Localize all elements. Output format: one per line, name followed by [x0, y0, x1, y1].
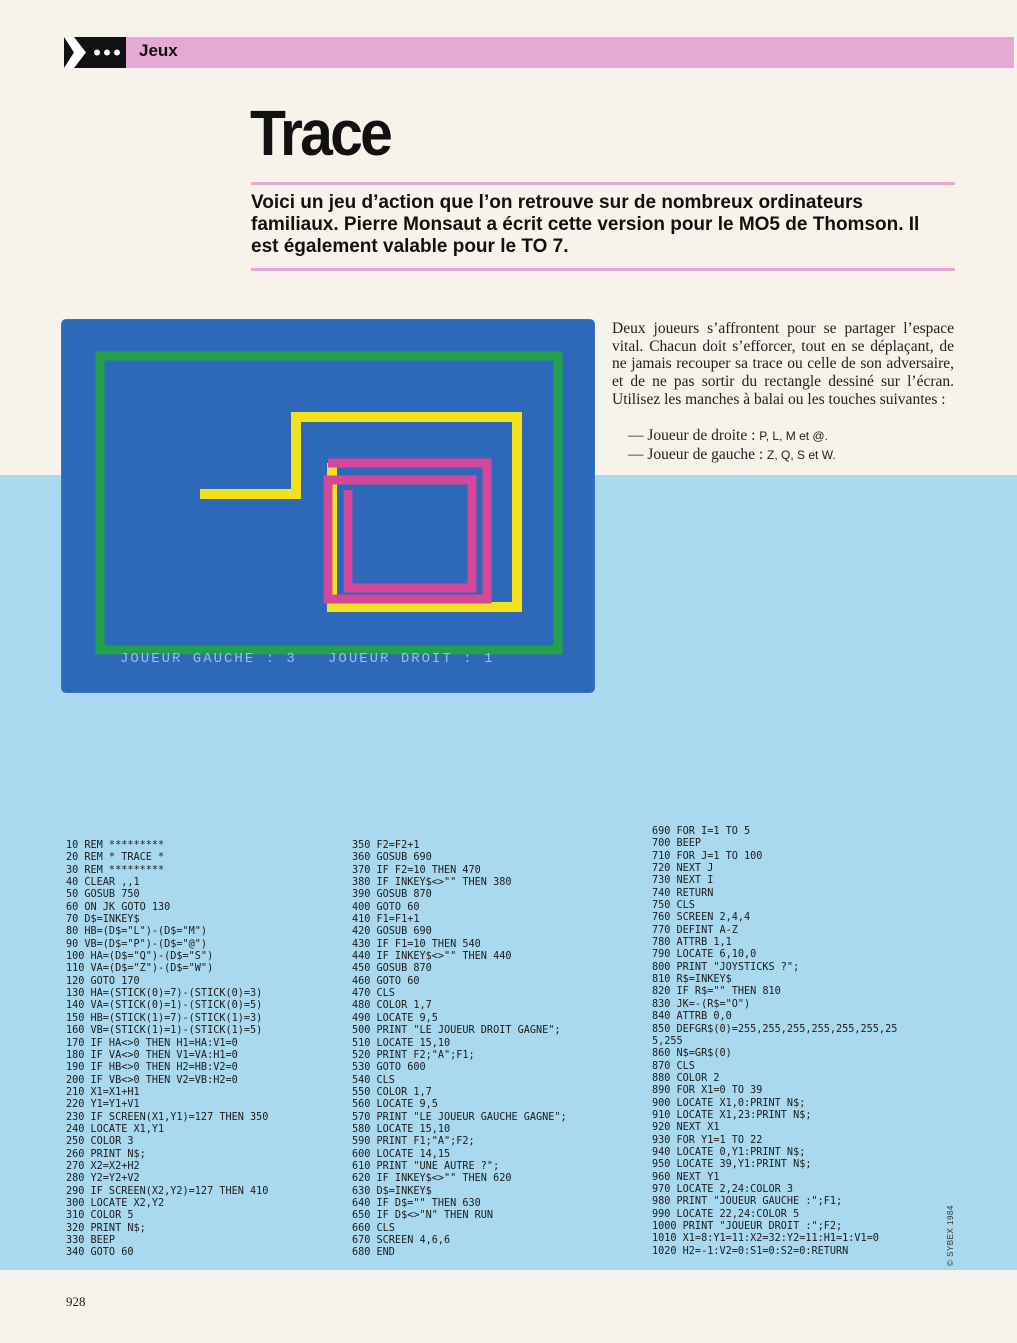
- code-line: 260 PRINT N$;: [66, 1148, 146, 1160]
- code-line: 580 LOCATE 15,10: [352, 1123, 451, 1135]
- code-line: 610 PRINT "UNE AUTRE ?";: [352, 1160, 500, 1172]
- code-line: 150 HB=(STICK(1)=7)-(STICK(1)=3): [66, 1012, 263, 1024]
- code-line: 30 REM *********: [66, 864, 165, 876]
- code-line: 1020 H2=-1:V2=0:S1=0:S2=0:RETURN: [652, 1245, 849, 1257]
- control-label: Joueur de gauche :: [647, 445, 764, 463]
- code-line: 220 Y1=Y1+V1: [66, 1099, 140, 1111]
- control-keys: Z, Q, S et W.: [767, 447, 836, 462]
- code-line: 660 CLS: [352, 1222, 395, 1234]
- code-line: 860 N$=GR$(0): [652, 1048, 732, 1060]
- code-line: 380 IF INKEY$<>"" THEN 380: [352, 877, 512, 889]
- code-line: 840 ATTRB 0,0: [652, 1011, 732, 1023]
- article-intro: Voici un jeu d’action que l’on retrouve sur de nombreux ordinateurs familiaux. Pierre Monsaut a écrit cette version pour le MO5 de Thomson. Il est également valable pour le TO 7.: [251, 192, 920, 257]
- code-line: 110 VA=(D$="Z")-(D$="W"): [66, 963, 214, 975]
- code-line: 820 IF R$="" THEN 810: [652, 986, 781, 998]
- code-line: 280 Y2=Y2+V2: [66, 1173, 140, 1185]
- code-line: 440 IF INKEY$<>"" THEN 440: [352, 951, 512, 963]
- code-line: 950 LOCATE 39,Y1:PRINT N$;: [652, 1159, 812, 1171]
- code-line: 570 PRINT "LE JOUEUR GAUCHE GAGNE";: [352, 1111, 567, 1123]
- code-line: 730 NEXT I: [652, 875, 714, 887]
- code-line: 170 IF HA<>0 THEN H1=HA:V1=0: [66, 1037, 238, 1049]
- controls-list: [628, 427, 958, 464]
- code-line: 520 PRINT F2;"A";F1;: [352, 1049, 475, 1061]
- game-playfield: [62, 320, 594, 692]
- article-title: Trace: [250, 97, 391, 169]
- code-line: 530 GOTO 600: [352, 1062, 426, 1074]
- code-line: 510 LOCATE 15,10: [352, 1037, 451, 1049]
- code-line: 710 FOR J=1 TO 100: [652, 850, 763, 862]
- code-line: 310 COLOR 5: [66, 1210, 134, 1222]
- code-line: 630 D$=INKEY$: [352, 1185, 432, 1197]
- code-line: 1010 X1=8:Y1=11:X2=32:Y2=11:H1=1:V1=0: [652, 1233, 879, 1245]
- code-line: 90 VB=(D$="P")-(D$="@"): [66, 938, 208, 950]
- right-player-trail: [328, 463, 487, 599]
- code-line: 210 X1=X1+H1: [66, 1086, 140, 1098]
- code-line: 590 PRINT F1;"A";F2;: [352, 1136, 475, 1148]
- controls-left-player: [628, 446, 958, 465]
- code-line: 160 VB=(STICK(1)=1)-(STICK(1)=5): [66, 1025, 263, 1037]
- code-line: 500 PRINT "LE JOUEUR DROIT GAGNE";: [352, 1025, 561, 1037]
- code-line: 800 PRINT "JOYSTICKS ?";: [652, 961, 800, 973]
- score-line: JOUEUR GAUCHE : 3 JOUEUR DROIT : 1: [120, 651, 495, 667]
- code-line: 490 LOCATE 9,5: [352, 1012, 438, 1024]
- code-line: 930 FOR Y1=1 TO 22: [652, 1134, 763, 1146]
- code-line: 140 VA=(STICK(0)=1)-(STICK(0)=5): [66, 1000, 263, 1012]
- copyright-notice: © SYBEX 1984: [946, 1205, 955, 1266]
- game-screenshot: [62, 320, 594, 692]
- code-line: 970 LOCATE 2,24:COLOR 3: [652, 1183, 794, 1195]
- code-line: 620 IF INKEY$<>"" THEN 620: [352, 1173, 512, 1185]
- code-line: 60 ON JK GOTO 130: [66, 901, 171, 913]
- code-line: 250 COLOR 3: [66, 1136, 134, 1148]
- code-line: 720 NEXT J: [652, 863, 714, 875]
- code-line: 960 NEXT Y1: [652, 1171, 720, 1183]
- code-line: 20 REM * TRACE *: [66, 852, 165, 864]
- code-line: 300 LOCATE X2,Y2: [66, 1197, 165, 1209]
- listing-column-1: [66, 840, 268, 1260]
- control-keys: P, L, M et @.: [759, 429, 828, 443]
- code-line: 790 LOCATE 6,10,0: [652, 949, 757, 961]
- code-line: 880 COLOR 2: [652, 1072, 720, 1084]
- intro-top-rule: [251, 182, 955, 185]
- code-line: 850 DEFGR$(0)=255,255,255,255,255,255,25: [652, 1023, 898, 1035]
- code-line: 100 HA=(D$="Q")-(D$="S"): [66, 951, 214, 963]
- code-line: 810 R$=INKEY$: [652, 974, 732, 986]
- code-line: 760 SCREEN 2,4,4: [652, 912, 751, 924]
- code-line: 750 CLS: [652, 900, 695, 912]
- code-line: 290 IF SCREEN(X2,Y2)=127 THEN 410: [66, 1185, 269, 1197]
- code-line: 770 DEFINT A-Z: [652, 924, 738, 936]
- code-line: 10 REM *********: [66, 840, 165, 851]
- code-line: 920 NEXT X1: [652, 1122, 720, 1134]
- code-line: 80 HB=(D$="L")-(D$="M"): [66, 926, 208, 938]
- controls-right-player: [628, 427, 958, 446]
- code-line: 420 GOSUB 690: [352, 926, 432, 938]
- code-line: 540 CLS: [352, 1074, 395, 1086]
- game-description: Deux joueurs s’affrontent pour se partager l’espace vital. Chacun doit s’efforcer, tout en se déplaçant, de ne jamais recouper sa trace ou celle de son adversaire, et de ne pas sortir du rectangle dessiné sur l’écran. Utilisez les manches à balai ou les touches suivantes :: [612, 320, 954, 408]
- code-line: 910 LOCATE X1,23:PRINT N$;: [652, 1109, 812, 1121]
- code-line: 680 END: [352, 1247, 395, 1259]
- code-line: 780 ATTRB 1,1: [652, 937, 732, 949]
- code-line: 330 BEEP: [66, 1235, 116, 1246]
- code-line: 130 HA=(STICK(0)=7)-(STICK(0)=3): [66, 988, 263, 1000]
- code-line: 350 F2=F2+1: [352, 840, 420, 851]
- code-line: 470 CLS: [352, 988, 395, 1000]
- code-line: 830 JK=-(R$="O"): [652, 998, 751, 1010]
- section-header-bar: [64, 37, 1014, 68]
- code-line: 980 PRINT "JOUEUR GAUCHE :";F1;: [652, 1196, 843, 1208]
- code-line: 180 IF VA<>0 THEN V1=VA:H1=0: [66, 1049, 238, 1061]
- section-label: Jeux: [139, 41, 178, 60]
- code-line: 120 GOTO 170: [66, 975, 140, 987]
- code-line: 670 SCREEN 4,6,6: [352, 1235, 451, 1246]
- code-line: 410 F1=F1+1: [352, 914, 420, 926]
- code-line: 370 IF F2=10 THEN 470: [352, 864, 481, 876]
- code-line: 400 GOTO 60: [352, 901, 420, 913]
- page-number: 928: [66, 1294, 86, 1309]
- code-line: 560 LOCATE 9,5: [352, 1099, 438, 1111]
- code-line: 460 GOTO 60: [352, 975, 420, 987]
- code-line: 240 LOCATE X1,Y1: [66, 1123, 165, 1135]
- code-line: 690 FOR I=1 TO 5: [652, 826, 751, 837]
- intro-bottom-rule: [251, 268, 955, 271]
- code-line: 40 CLEAR ,,1: [66, 877, 140, 889]
- code-line: 430 IF F1=10 THEN 540: [352, 938, 481, 950]
- code-line: 70 D$=INKEY$: [66, 914, 140, 926]
- arrow-dots-icon: [64, 37, 126, 68]
- code-line: 1000 PRINT "JOUEUR DROIT :";F2;: [652, 1221, 843, 1232]
- code-line: 360 GOSUB 690: [352, 852, 432, 864]
- code-line: 640 IF D$="" THEN 630: [352, 1197, 481, 1209]
- code-line: 550 COLOR 1,7: [352, 1086, 432, 1098]
- code-line: 990 LOCATE 22,24:COLOR 5: [652, 1208, 800, 1220]
- code-line: 890 FOR X1=0 TO 39: [652, 1085, 763, 1097]
- code-line: 870 CLS: [652, 1060, 695, 1072]
- code-line: 50 GOSUB 750: [66, 889, 140, 901]
- code-line: 650 IF D$<>"N" THEN RUN: [352, 1210, 494, 1222]
- code-line: 940 LOCATE 0,Y1:PRINT N$;: [652, 1146, 806, 1158]
- code-line: 340 GOTO 60: [66, 1247, 134, 1259]
- listing-column-2: [352, 840, 567, 1260]
- code-line: 320 PRINT N$;: [66, 1222, 146, 1234]
- code-line: 190 IF HB<>0 THEN H2=HB:V2=0: [66, 1062, 238, 1074]
- section-tag: [64, 37, 126, 68]
- code-line: 700 BEEP: [652, 838, 702, 850]
- control-label: Joueur de droite :: [647, 427, 756, 444]
- code-line: 900 LOCATE X1,0:PRINT N$;: [652, 1097, 806, 1109]
- code-line: 230 IF SCREEN(X1,Y1)=127 THEN 350: [66, 1111, 269, 1123]
- code-line: 5,255: [652, 1035, 683, 1047]
- code-line: 270 X2=X2+H2: [66, 1160, 140, 1172]
- code-line: 480 COLOR 1,7: [352, 1000, 432, 1012]
- code-line: 200 IF VB<>0 THEN V2=VB:H2=0: [66, 1074, 238, 1086]
- code-line: 740 RETURN: [652, 887, 714, 899]
- listing-column-3: [652, 826, 897, 1258]
- code-line: 600 LOCATE 14,15: [352, 1148, 451, 1160]
- code-line: 390 GOSUB 870: [352, 889, 432, 901]
- code-line: 450 GOSUB 870: [352, 963, 432, 975]
